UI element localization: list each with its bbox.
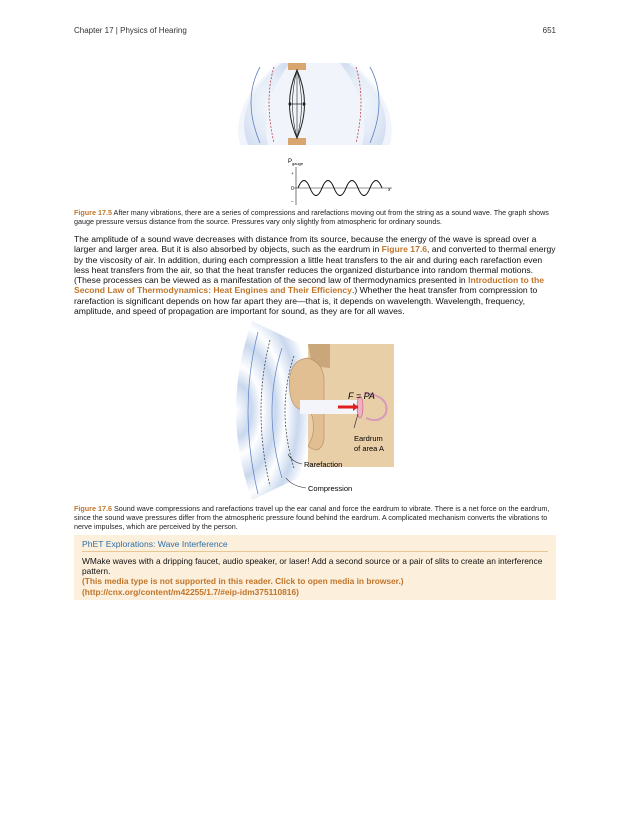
- graph-x-label: x: [388, 187, 391, 193]
- graph-y-label: P: [288, 159, 293, 165]
- compression-label: Compression: [308, 484, 353, 493]
- graph-zero: 0: [291, 186, 294, 192]
- body-paragraph: [74, 234, 556, 316]
- figure-caption-17-6: [74, 504, 556, 531]
- figure-17-6-link[interactable]: Figure 17.6: [381, 244, 428, 255]
- wave-fill: [238, 63, 391, 145]
- body-text-3: .) Whether the heat transfer from compression to rarefaction is significant depends on how far apart they are—that is, it depends on wavelength. Wavelength, frequency, amplitude, and speed of propagation are important for sound, as they are for all waves.: [74, 285, 538, 317]
- figure-string-wave: [230, 55, 400, 205]
- phet-title: PhET Explorations: Wave Interference: [82, 539, 548, 552]
- caption-label: Figure 17.6: [74, 504, 112, 513]
- force-label: F = PA: [348, 391, 375, 401]
- eardrum-label-line2: of area A: [354, 444, 385, 453]
- phet-description: WMake waves with a dripping faucet, audio speaker, or laser! Add a second source or a pair of slits to create an interference pattern.: [82, 556, 543, 577]
- figure-ear-canal: [230, 318, 405, 503]
- second-law-link[interactable]: Introduction to the Second Law of Thermodynamics: Heat Engines and Their Efficiency: [74, 275, 544, 296]
- figure-caption-17-5: [74, 208, 556, 226]
- caption-text: Sound wave compressions and rarefactions travel up the ear canal and force the eardrum to vibrate. There is a net force on the eardrum, since the sound wave pressures differ from the atmospheric pressure found behind the eardrum. A complicated mechanism converts the vibrations to nerve impulses, which are perceived by the person.: [74, 504, 550, 531]
- eardrum-label-line1: Eardrum: [354, 434, 383, 443]
- caption-text: After many vibrations, there are a series of compressions and rarefactions moving out from the string as a sound wave. The graph shows gauge pressure versus distance from the source. Pressures vary only slightly from atmospheric for ordinary sounds.: [74, 208, 549, 226]
- graph-minus: –: [291, 199, 294, 204]
- running-header: Chapter 17 | Physics of Hearing: [74, 26, 187, 35]
- body-text-1: The amplitude of a sound wave decreases with distance from its source, because the energy of the wave is spread over a larger and larger area. But it is also absorbed by objects, such as the eardrum in: [74, 234, 537, 255]
- body-text-2: , and converted to thermal energy by the viscosity of air. In addition, during each compression a little heat transfers to the air and during each rarefaction even less heat transfers from the air, so that the heat transfer reduces the organized disturbance into random thermal motions. (These processes can be viewed as a manifestation of the second law of thermodynamics presented in: [74, 244, 556, 286]
- rarefaction-label: Rarefaction: [304, 460, 343, 469]
- phet-box: [74, 535, 556, 600]
- phet-media-link[interactable]: (This media type is not supported in this reader. Click to open media in browser.) (http://cnx.org/content/m42255/1.7/#eip-idm375110816): [82, 576, 404, 597]
- graph-y-label-subscript: gauge: [292, 161, 304, 166]
- graph-plus: +: [291, 171, 294, 176]
- page-number: 651: [542, 26, 556, 35]
- caption-label: Figure 17.5: [74, 208, 112, 217]
